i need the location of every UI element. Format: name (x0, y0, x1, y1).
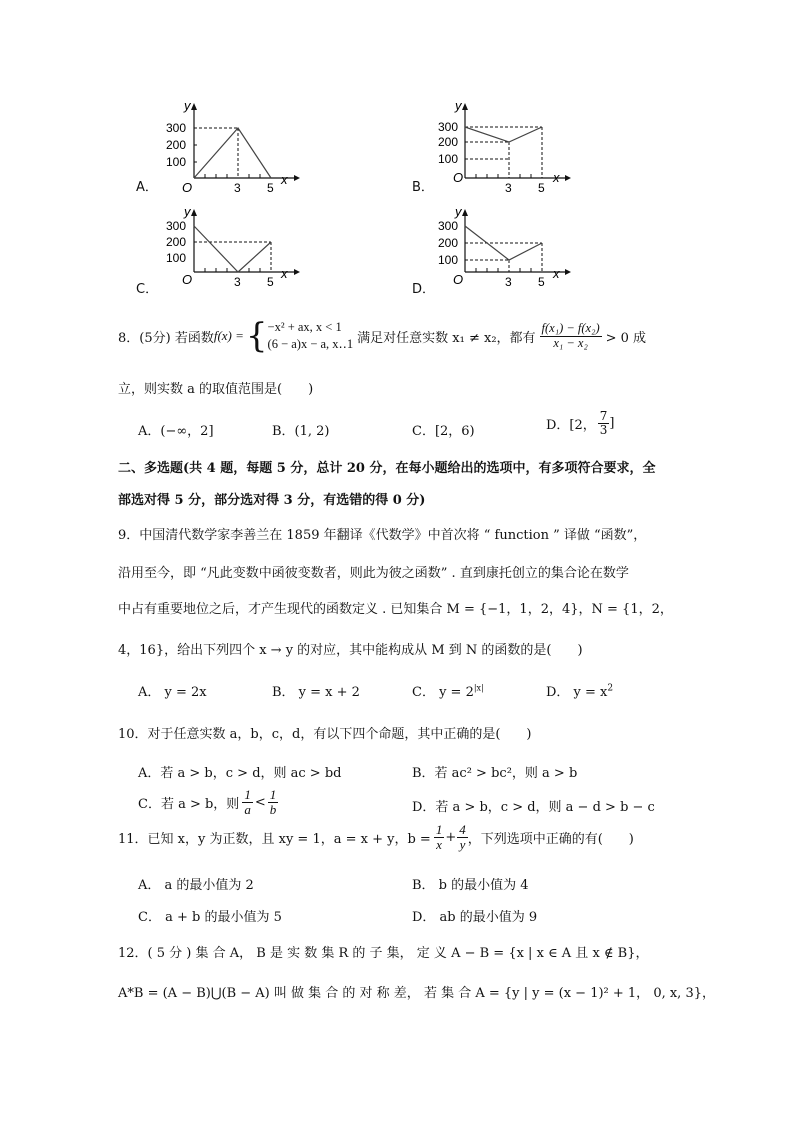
graph-c-y-axis-label: y (184, 204, 191, 219)
q10-option-c-frac1-num: 1 (244, 787, 251, 802)
q11-option-a[interactable]: A． a 的最小值为 2 (138, 878, 254, 893)
graph-d-y-axis-label: y (455, 204, 462, 219)
graph-b-y-tick-100: 100 (438, 152, 459, 166)
graph-c-label: C． (136, 282, 159, 297)
q8-brace: { (245, 316, 268, 356)
graph-a-label: A． (136, 180, 158, 195)
q12-line2: A*B = (A − B)⋃(B − A) 叫 做 集 合 的 对 称 差， 若 集 合 A = {y | y = (x − 1)² + 1， 0, x, 3}， (118, 986, 715, 1001)
section2-heading-line1: 二、多选题(共 4 题，每题 5 分，总计 20 分，在每小题给出的选项中，有多项符合要求，全 (118, 461, 656, 476)
graph-b-y-tick-200: 200 (438, 135, 459, 149)
q10-option-a[interactable]: A．若 a > b，c > d，则 ac > bd (138, 766, 342, 781)
graph-d-label: D． (412, 282, 436, 297)
q11-frac2 (457, 823, 468, 851)
q8-case2: (6 − a)x − a, x‥1 (267, 337, 354, 351)
graph-a-y-tick-200: 200 (166, 138, 187, 152)
q11-frac1 (434, 823, 445, 851)
graph-c-origin: O (182, 272, 193, 287)
q10-option-c-frac1-den: a (244, 801, 251, 817)
q10-option-b[interactable]: B．若 ac² > bc²，则 a > b (412, 766, 578, 781)
section2-heading-line2: 部选对得 5 分，部分选对得 3 分，有选错的得 0 分) (118, 493, 426, 508)
graph-d-origin: O (453, 272, 464, 287)
q8-frac-den: x₁ − x₂ (553, 335, 588, 350)
q10-option-d[interactable]: D．若 a > b，c > d，则 a − d > b − c (412, 800, 655, 815)
graph-b-plot (432, 98, 582, 198)
q9-line3: 中占有重要地位之后，才产生现代的函数定义 . 已知集合 M = {−1，1，2，4}，N = {1，2， (118, 602, 673, 617)
q10-option-c-frac2 (268, 788, 279, 816)
q11-stem-pre: 11．已知 x，y 为正数，且 xy = 1，a = x + y，b = (118, 831, 431, 847)
q8-frac-num: f(x₁) − f(x₂) (541, 321, 600, 336)
q8-case1: −x² + ax, x < 1 (267, 320, 342, 335)
q8-tail: > 0 成 (605, 330, 647, 346)
q9-option-d-text: D． y = x (546, 685, 608, 700)
graph-a-y-tick-100: 100 (166, 155, 187, 169)
graph-d-y-tick-100: 100 (438, 253, 459, 267)
graph-d-y-tick-300: 300 (438, 219, 459, 233)
q10-option-c-frac1 (242, 788, 253, 816)
q9-line4: 4，16}，给出下列四个 x → y 的对应，其中能构成从 M 到 N 的函数的是( ) (118, 643, 583, 658)
q8-line1 (118, 316, 646, 356)
q9-line2: 沿用至今，即 “凡此变数中函彼变数者，则此为彼之函数” . 直到康托创立的集合论在数学 (118, 566, 629, 581)
q11-stem-post: ，下列选项中正确的有( ) (467, 831, 634, 847)
q9-option-d-sup: 2 (607, 683, 614, 694)
graph-c-x-tick-3: 3 (234, 275, 241, 289)
graph-d-x-tick-5: 5 (538, 275, 545, 289)
q10-option-c-frac2-num: 1 (269, 787, 277, 802)
graph-d-plot (432, 204, 582, 304)
graph-c (136, 204, 306, 304)
graph-a (136, 98, 306, 198)
q8-option-d-fraction (598, 410, 610, 436)
graph-b-origin: O (453, 170, 464, 185)
q11-frac1-den: x (436, 836, 442, 852)
q8-mid: 满足对任意实数 x₁ ≠ x₂，都有 (357, 330, 536, 346)
q11-option-d[interactable]: D． ab 的最小值为 9 (412, 910, 538, 925)
q8-option-d-text: D．[2， (546, 417, 596, 433)
q10-stem: 10．对于任意实数 a，b，c，d，有以下四个命题，其中正确的是( ) (118, 727, 532, 742)
graph-a-y-axis-label: y (184, 98, 191, 113)
q8-fraction (540, 322, 602, 349)
q8-cases (268, 319, 354, 353)
q8-option-a[interactable]: A．(−∞，2] (138, 424, 214, 439)
graph-c-y-tick-100: 100 (166, 251, 187, 265)
q8-option-d-num: 7 (599, 409, 608, 423)
graph-c-y-tick-200: 200 (166, 235, 187, 249)
q10-option-c-text: C．若 a > b，则 (138, 796, 240, 812)
graph-b-x-axis-label: x (553, 170, 560, 185)
q10-option-c-lt: < (254, 794, 266, 810)
q8-func: f(x) = (213, 328, 244, 343)
graph-b-label: B． (412, 180, 434, 195)
graph-c-x-tick-5: 5 (267, 275, 274, 289)
q11-frac2-den: y (459, 836, 466, 852)
graph-b-y-tick-300: 300 (438, 120, 459, 134)
q8-option-d[interactable] (546, 410, 615, 436)
graph-a-origin: O (182, 180, 193, 195)
graph-d-x-axis-label: x (553, 266, 560, 281)
q8-line2: 立，则实数 a 的取值范围是( ) (118, 382, 314, 397)
q8-prefix: 8．(5分) 若函数 (118, 330, 214, 346)
q9-option-d[interactable] (546, 681, 613, 700)
q8-option-c[interactable]: C．[2，6) (412, 424, 475, 439)
q9-option-a[interactable]: A． y = 2x (138, 685, 207, 700)
graph-b (412, 98, 582, 198)
q8-option-d-close: ] (609, 415, 615, 431)
q9-line1: 9．中国清代数学家李善兰在 1859 年翻译《代数学》中首次将 “ function ” 译做 “函数”， (118, 528, 647, 543)
q9-option-b[interactable]: B． y = x + 2 (272, 685, 360, 700)
q10-option-c-frac2-den: b (269, 801, 277, 817)
graph-b-y-axis-label: y (455, 98, 462, 113)
q11-frac1-num: 1 (435, 822, 443, 837)
graph-c-plot (156, 204, 306, 304)
q9-option-c-sup: |x| (473, 683, 484, 693)
graph-a-x-axis-label: x (281, 172, 288, 187)
graph-c-x-axis-label: x (281, 266, 288, 281)
q8-option-d-den: 3 (599, 422, 608, 437)
graph-d-x-tick-3: 3 (505, 275, 512, 289)
graph-a-x-tick-5: 5 (267, 181, 274, 195)
q10-option-c[interactable] (138, 788, 278, 816)
graph-a-plot (156, 98, 306, 198)
q8-option-b[interactable]: B．(1, 2) (272, 424, 330, 439)
q11-stem (118, 823, 634, 851)
q11-option-b[interactable]: B． b 的最小值为 4 (412, 878, 529, 893)
graph-b-x-tick-5: 5 (538, 181, 545, 195)
graph-d (412, 204, 582, 304)
q9-option-c-text: C． y = 2 (412, 685, 474, 700)
graph-d-y-tick-200: 200 (438, 236, 459, 250)
q11-option-c[interactable]: C． a + b 的最小值为 5 (138, 910, 282, 925)
graph-a-x-tick-3: 3 (234, 181, 241, 195)
q12-line1: 12．( 5 分 ) 集 合 A， B 是 实 数 集 R 的 子 集， 定 义 A − B = {x | x ∈ A 且 x ∉ B}， (118, 946, 649, 961)
q11-plus: + (445, 829, 457, 845)
graph-c-y-tick-300: 300 (166, 219, 187, 233)
q11-frac2-num: 4 (459, 822, 466, 837)
q9-option-c[interactable] (412, 681, 484, 700)
graph-a-y-tick-300: 300 (166, 121, 187, 135)
graph-b-x-tick-3: 3 (505, 181, 512, 195)
